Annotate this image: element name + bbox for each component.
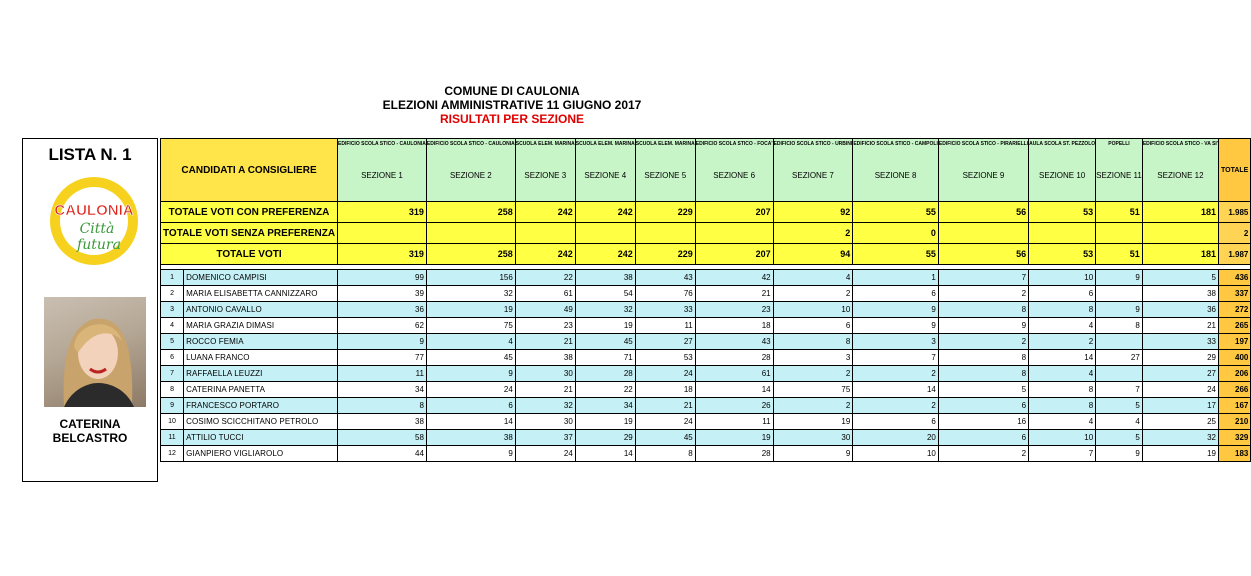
vote-cell: 1 xyxy=(853,270,939,286)
vote-cell: 9 xyxy=(853,302,939,318)
section-header xyxy=(1096,139,1143,202)
vote-cell: 7 xyxy=(1029,446,1096,462)
vote-cell: 17 xyxy=(1142,398,1218,414)
candidate-row xyxy=(161,366,1251,382)
section-location: EDIFICIO SCOLA STICO - VA SI' xyxy=(1142,141,1218,147)
vote-cell: 2 xyxy=(938,286,1028,302)
candidate-name-cell: MARIA GRAZIA DIMASI xyxy=(184,318,338,334)
summary-value xyxy=(426,223,515,244)
summary-total: 1.987 xyxy=(1219,244,1251,265)
section-label: SEZIONE 11 xyxy=(1096,171,1142,180)
summary-value: 94 xyxy=(773,244,853,265)
vote-cell: 4 xyxy=(1029,414,1096,430)
vote-cell: 7 xyxy=(938,270,1028,286)
summary-value: 229 xyxy=(635,202,695,223)
section-location: EDIFICIO SCOLA STICO - CAULONIA xyxy=(338,141,426,147)
vote-cell: 22 xyxy=(515,270,575,286)
vote-cell: 29 xyxy=(575,430,635,446)
vote-cell: 19 xyxy=(575,318,635,334)
vote-cell: 6 xyxy=(853,286,939,302)
section-location: EDIFICIO SCOLA STICO - PIRARIELLI xyxy=(938,141,1029,147)
vote-cell: 32 xyxy=(426,286,515,302)
logo-futura-text: futura xyxy=(77,237,121,253)
vote-cell: 24 xyxy=(635,366,695,382)
vote-cell: 45 xyxy=(575,334,635,350)
summary-value: 55 xyxy=(853,244,939,265)
vote-cell: 10 xyxy=(1029,430,1096,446)
vote-cell: 27 xyxy=(1096,350,1143,366)
vote-cell: 4 xyxy=(773,270,853,286)
vote-cell: 29 xyxy=(1142,350,1218,366)
summary-value: 229 xyxy=(635,244,695,265)
section-location: SCUOLA ELEM. MARINA xyxy=(575,141,635,147)
summary-value: 92 xyxy=(773,202,853,223)
section-location: SCUOLA ELEM. MARINA xyxy=(635,141,695,147)
vote-cell: 32 xyxy=(515,398,575,414)
vote-cell: 44 xyxy=(338,446,427,462)
candidate-name-cell: ANTONIO CAVALLO xyxy=(184,302,338,318)
candidate-total: 337 xyxy=(1219,286,1251,302)
section-header xyxy=(635,139,695,202)
vote-cell: 24 xyxy=(635,414,695,430)
vote-cell: 76 xyxy=(635,286,695,302)
vote-cell: 8 xyxy=(1029,302,1096,318)
total-header: TOTALE xyxy=(1219,139,1251,202)
vote-cell: 19 xyxy=(773,414,853,430)
vote-cell: 21 xyxy=(515,382,575,398)
page-header xyxy=(0,84,1024,126)
vote-cell: 2 xyxy=(853,366,939,382)
summary-total: 1.985 xyxy=(1219,202,1251,223)
vote-cell: 10 xyxy=(1029,270,1096,286)
vote-cell: 75 xyxy=(773,382,853,398)
vote-cell: 5 xyxy=(1142,270,1218,286)
summary-value: 242 xyxy=(515,202,575,223)
candidate-number: 2 xyxy=(161,286,184,302)
summary-value: 258 xyxy=(426,202,515,223)
candidate-name-cell: ATTILIO TUCCI xyxy=(184,430,338,446)
vote-cell: 9 xyxy=(938,318,1028,334)
candidate-number: 11 xyxy=(161,430,184,446)
vote-cell: 61 xyxy=(695,366,773,382)
vote-cell: 6 xyxy=(1029,286,1096,302)
vote-cell: 2 xyxy=(938,446,1028,462)
candidate-number: 1 xyxy=(161,270,184,286)
vote-cell xyxy=(1096,286,1143,302)
vote-cell: 32 xyxy=(1142,430,1218,446)
candidate-total: 167 xyxy=(1219,398,1251,414)
vote-cell: 9 xyxy=(426,366,515,382)
vote-cell: 77 xyxy=(338,350,427,366)
section-label: SEZIONE 3 xyxy=(524,171,567,180)
vote-cell: 45 xyxy=(426,350,515,366)
vote-cell: 8 xyxy=(938,302,1028,318)
vote-cell: 54 xyxy=(575,286,635,302)
candidate-row xyxy=(161,334,1251,350)
list-number: LISTA N. 1 xyxy=(48,145,132,164)
vote-cell: 5 xyxy=(1096,398,1143,414)
candidate-name-cell: DOMENICO CAMPISI xyxy=(184,270,338,286)
summary-value: 53 xyxy=(1029,244,1096,265)
section-label: SEZIONE 9 xyxy=(962,171,1005,180)
vote-cell: 19 xyxy=(695,430,773,446)
vote-cell: 2 xyxy=(773,286,853,302)
section-label: SEZIONE 5 xyxy=(644,171,687,180)
vote-cell: 21 xyxy=(515,334,575,350)
vote-cell: 6 xyxy=(938,398,1028,414)
summary-value xyxy=(695,223,773,244)
candidate-name-cell: LUANA FRANCO xyxy=(184,350,338,366)
section-label: SEZIONE 10 xyxy=(1039,171,1086,180)
vote-cell: 7 xyxy=(1096,382,1143,398)
summary-value: 258 xyxy=(426,244,515,265)
vote-cell: 16 xyxy=(938,414,1028,430)
summary-label: TOTALE VOTI SENZA PREFERENZA xyxy=(161,223,338,244)
section-header xyxy=(695,139,773,202)
summary-value xyxy=(575,223,635,244)
section-label: SEZIONE 7 xyxy=(792,171,834,180)
summary-row xyxy=(161,223,1251,244)
vote-cell: 25 xyxy=(1142,414,1218,430)
vote-cell: 14 xyxy=(1029,350,1096,366)
list-panel xyxy=(22,138,158,482)
vote-cell: 27 xyxy=(1142,366,1218,382)
summary-value: 2 xyxy=(773,223,853,244)
vote-cell: 2 xyxy=(853,398,939,414)
section-header xyxy=(338,139,427,202)
candidate-number: 9 xyxy=(161,398,184,414)
vote-cell: 30 xyxy=(515,366,575,382)
vote-cell: 58 xyxy=(338,430,427,446)
vote-cell: 14 xyxy=(695,382,773,398)
candidate-row xyxy=(161,318,1251,334)
section-location: POPELLI xyxy=(1108,141,1130,147)
section-label: SEZIONE 2 xyxy=(449,171,492,180)
vote-cell: 28 xyxy=(575,366,635,382)
candidate-row xyxy=(161,398,1251,414)
vote-cell: 4 xyxy=(1029,366,1096,382)
candidate-name-cell: RAFFAELLA LEUZZI xyxy=(184,366,338,382)
summary-value: 242 xyxy=(575,244,635,265)
vote-cell: 4 xyxy=(1096,414,1143,430)
candidate-name-cell: MARIA ELISABETTA CANNIZZARO xyxy=(184,286,338,302)
vote-cell: 156 xyxy=(426,270,515,286)
summary-total: 2 xyxy=(1219,223,1251,244)
candidate-total: 210 xyxy=(1219,414,1251,430)
section-header xyxy=(1029,139,1096,202)
vote-cell: 10 xyxy=(853,446,939,462)
vote-cell: 28 xyxy=(695,446,773,462)
vote-cell: 38 xyxy=(426,430,515,446)
vote-cell: 34 xyxy=(575,398,635,414)
section-header xyxy=(1142,139,1218,202)
vote-cell: 14 xyxy=(575,446,635,462)
vote-cell: 38 xyxy=(1142,286,1218,302)
vote-cell: 30 xyxy=(773,430,853,446)
vote-cell: 8 xyxy=(773,334,853,350)
section-location: EDIFICIO SCOLA STICO - CAMPOLI xyxy=(853,141,938,147)
section-header xyxy=(575,139,635,202)
candidate-total: 266 xyxy=(1219,382,1251,398)
municipality-title: COMUNE DI CAULONIA xyxy=(444,84,580,98)
vote-cell: 8 xyxy=(1096,318,1143,334)
summary-label: TOTALE VOTI CON PREFERENZA xyxy=(161,202,338,223)
vote-cell: 10 xyxy=(773,302,853,318)
candidate-number: 8 xyxy=(161,382,184,398)
vote-cell: 38 xyxy=(515,350,575,366)
candidate-row xyxy=(161,302,1251,318)
summary-row xyxy=(161,202,1251,223)
section-header xyxy=(426,139,515,202)
vote-cell: 23 xyxy=(515,318,575,334)
vote-cell: 53 xyxy=(635,350,695,366)
vote-cell: 5 xyxy=(1096,430,1143,446)
logo-citta-text: Città xyxy=(79,221,115,237)
vote-cell: 24 xyxy=(515,446,575,462)
summary-value xyxy=(515,223,575,244)
vote-cell: 61 xyxy=(515,286,575,302)
candidate-row xyxy=(161,430,1251,446)
vote-cell: 24 xyxy=(1142,382,1218,398)
vote-cell: 14 xyxy=(853,382,939,398)
vote-cell: 33 xyxy=(635,302,695,318)
vote-cell: 43 xyxy=(695,334,773,350)
section-header xyxy=(515,139,575,202)
vote-cell: 38 xyxy=(338,414,427,430)
vote-cell: 34 xyxy=(338,382,427,398)
vote-cell: 8 xyxy=(1029,382,1096,398)
summary-label: TOTALE VOTI xyxy=(161,244,338,265)
candidate-row xyxy=(161,414,1251,430)
candidate-number: 10 xyxy=(161,414,184,430)
candidate-total: 272 xyxy=(1219,302,1251,318)
vote-cell: 4 xyxy=(1029,318,1096,334)
vote-cell: 3 xyxy=(853,334,939,350)
summary-value xyxy=(635,223,695,244)
candidate-first-name: CATERINA xyxy=(59,417,121,431)
vote-cell: 9 xyxy=(1096,302,1143,318)
vote-cell: 62 xyxy=(338,318,427,334)
section-location: EDIFICIO SCOLA STICO - URBINI xyxy=(773,141,853,147)
summary-value: 56 xyxy=(938,202,1028,223)
vote-cell: 9 xyxy=(773,446,853,462)
portrait-image xyxy=(44,297,146,407)
vote-cell: 6 xyxy=(853,414,939,430)
candidate-number: 7 xyxy=(161,366,184,382)
summary-value: 181 xyxy=(1142,202,1218,223)
vote-cell: 19 xyxy=(426,302,515,318)
vote-cell: 14 xyxy=(426,414,515,430)
candidate-row xyxy=(161,382,1251,398)
section-location: AULA SCOLA ST. PEZZOLO xyxy=(1029,141,1096,147)
section-header xyxy=(773,139,853,202)
candidate-name xyxy=(23,417,157,445)
vote-cell: 30 xyxy=(515,414,575,430)
vote-cell: 42 xyxy=(695,270,773,286)
vote-cell: 8 xyxy=(338,398,427,414)
vote-cell xyxy=(1096,334,1143,350)
vote-cell: 21 xyxy=(635,398,695,414)
vote-cell: 18 xyxy=(635,382,695,398)
candidate-number: 6 xyxy=(161,350,184,366)
vote-cell: 49 xyxy=(515,302,575,318)
vote-cell: 36 xyxy=(338,302,427,318)
candidate-number: 3 xyxy=(161,302,184,318)
vote-cell: 6 xyxy=(938,430,1028,446)
summary-value xyxy=(338,223,427,244)
vote-cell: 33 xyxy=(1142,334,1218,350)
summary-value: 55 xyxy=(853,202,939,223)
summary-value: 207 xyxy=(695,202,773,223)
vote-cell: 22 xyxy=(575,382,635,398)
vote-cell: 28 xyxy=(695,350,773,366)
section-header xyxy=(938,139,1028,202)
header-row xyxy=(161,139,1251,202)
summary-value: 181 xyxy=(1142,244,1218,265)
candidate-row xyxy=(161,446,1251,462)
vote-cell: 9 xyxy=(853,318,939,334)
section-location: EDIFICIO SCOLA STICO - CAULONIA xyxy=(426,141,515,147)
vote-cell: 23 xyxy=(695,302,773,318)
vote-cell: 3 xyxy=(773,350,853,366)
summary-value: 56 xyxy=(938,244,1028,265)
vote-cell: 20 xyxy=(853,430,939,446)
vote-cell: 9 xyxy=(338,334,427,350)
summary-value: 0 xyxy=(853,223,939,244)
summary-row xyxy=(161,244,1251,265)
candidate-total: 436 xyxy=(1219,270,1251,286)
vote-cell: 7 xyxy=(853,350,939,366)
candidate-name-cell: CATERINA PANETTA xyxy=(184,382,338,398)
vote-cell: 19 xyxy=(1142,446,1218,462)
vote-cell: 11 xyxy=(695,414,773,430)
vote-cell: 43 xyxy=(635,270,695,286)
candidate-number: 4 xyxy=(161,318,184,334)
vote-cell: 18 xyxy=(695,318,773,334)
candidate-row xyxy=(161,350,1251,366)
candidate-name-cell: ROCCO FEMIA xyxy=(184,334,338,350)
summary-value: 319 xyxy=(338,244,427,265)
candidate-photo xyxy=(44,297,146,407)
vote-cell: 9 xyxy=(1096,446,1143,462)
election-title: ELEZIONI AMMINISTRATIVE 11 GIUGNO 2017 xyxy=(382,98,642,112)
results-title: RISULTATI PER SEZIONE xyxy=(439,112,584,126)
vote-cell: 9 xyxy=(1096,270,1143,286)
vote-cell: 36 xyxy=(1142,302,1218,318)
candidate-total: 197 xyxy=(1219,334,1251,350)
summary-value xyxy=(1096,223,1143,244)
vote-cell: 38 xyxy=(575,270,635,286)
vote-cell: 2 xyxy=(1029,334,1096,350)
summary-value xyxy=(1029,223,1096,244)
vote-cell: 8 xyxy=(635,446,695,462)
candidate-number: 5 xyxy=(161,334,184,350)
summary-value: 319 xyxy=(338,202,427,223)
summary-value xyxy=(1142,223,1218,244)
candidate-row xyxy=(161,270,1251,286)
section-label: SEZIONE 6 xyxy=(713,171,756,180)
candidate-name-cell: FRANCESCO PORTARO xyxy=(184,398,338,414)
section-location: EDIFICIO SCOLA STICO - FOCA' xyxy=(695,141,773,147)
summary-value: 51 xyxy=(1096,244,1143,265)
section-label: SEZIONE 4 xyxy=(584,171,627,180)
vote-cell: 2 xyxy=(773,366,853,382)
vote-cell: 9 xyxy=(426,446,515,462)
vote-cell: 24 xyxy=(426,382,515,398)
summary-value: 207 xyxy=(695,244,773,265)
summary-value: 53 xyxy=(1029,202,1096,223)
vote-cell: 21 xyxy=(695,286,773,302)
summary-value: 242 xyxy=(575,202,635,223)
logo-caulonia-text: CAULONIA xyxy=(54,202,134,219)
vote-cell: 11 xyxy=(635,318,695,334)
candidate-name-cell: GIANPIERO VIGLIAROLO xyxy=(184,446,338,462)
vote-cell xyxy=(1096,366,1143,382)
vote-cell: 8 xyxy=(938,350,1028,366)
section-label: SEZIONE 12 xyxy=(1157,171,1204,180)
vote-cell: 39 xyxy=(338,286,427,302)
candidate-row xyxy=(161,286,1251,302)
candidate-name-cell: COSIMO SCICCHITANO PETROLO xyxy=(184,414,338,430)
section-header xyxy=(853,139,939,202)
vote-cell: 5 xyxy=(938,382,1028,398)
vote-cell: 45 xyxy=(635,430,695,446)
party-logo xyxy=(47,171,141,271)
vote-cell: 37 xyxy=(515,430,575,446)
section-label: SEZIONE 8 xyxy=(874,171,917,180)
section-label: SEZIONE 1 xyxy=(361,171,403,180)
candidate-number: 12 xyxy=(161,446,184,462)
vote-cell: 6 xyxy=(773,318,853,334)
section-location: SCUOLA ELEM. MARINA xyxy=(515,141,575,147)
vote-cell: 2 xyxy=(938,334,1028,350)
candidate-total: 400 xyxy=(1219,350,1251,366)
vote-cell: 99 xyxy=(338,270,427,286)
vote-cell: 2 xyxy=(773,398,853,414)
candidate-total: 183 xyxy=(1219,446,1251,462)
vote-cell: 27 xyxy=(635,334,695,350)
candidate-total: 265 xyxy=(1219,318,1251,334)
vote-cell: 32 xyxy=(575,302,635,318)
candidate-last-name: BELCASTRO xyxy=(52,431,128,445)
candidate-total: 206 xyxy=(1219,366,1251,382)
summary-value xyxy=(938,223,1028,244)
vote-cell: 11 xyxy=(338,366,427,382)
vote-cell: 4 xyxy=(426,334,515,350)
vote-cell: 8 xyxy=(938,366,1028,382)
candidates-header: CANDIDATI A CONSIGLIERE xyxy=(161,139,338,202)
summary-value: 51 xyxy=(1096,202,1143,223)
summary-value: 242 xyxy=(515,244,575,265)
vote-cell: 26 xyxy=(695,398,773,414)
vote-cell: 21 xyxy=(1142,318,1218,334)
vote-cell: 6 xyxy=(426,398,515,414)
vote-cell: 71 xyxy=(575,350,635,366)
vote-cell: 8 xyxy=(1029,398,1096,414)
vote-cell: 75 xyxy=(426,318,515,334)
candidate-total: 329 xyxy=(1219,430,1251,446)
results-table xyxy=(160,138,1251,462)
vote-cell: 19 xyxy=(575,414,635,430)
